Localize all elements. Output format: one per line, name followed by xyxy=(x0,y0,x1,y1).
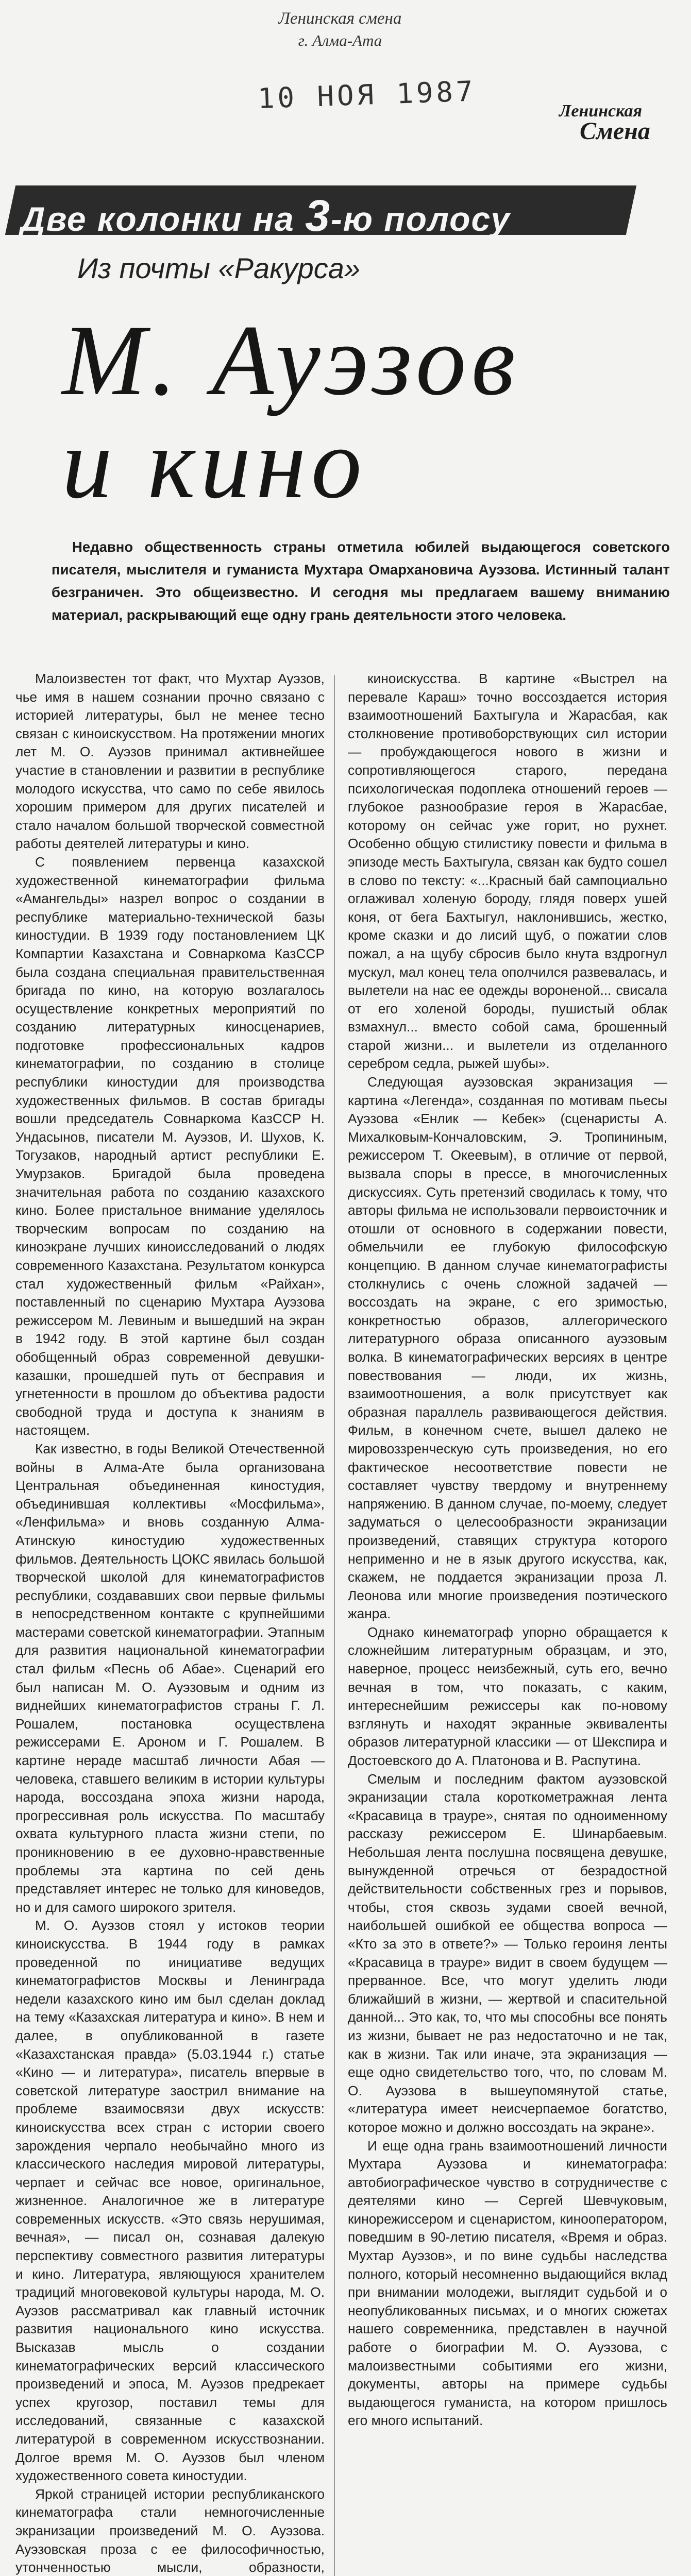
paragraph: Следующая ауэзовская экранизация — картина «Легенда», созданная по мотивам пьесы Ауэзова «Енлик — Кебек» (сценаристы А. Михалковым-Кончаловским, Э. Тропининым, режиссером Т. Океевым), в отличие от первой, вызвала споры в прессе, в многочисленных дискуссиях. Суть претензий сводилась к тому, что авторы фильма не использовали первоисточник и отошли от основного в содержании повести, обмельчили ее глубокую философскую концепцию. В данном случае кинематографисты столкнулись с очень сложной задачей — воссоздать на экране, с его зримостью, конкретностью образов, аллегорического литературного образа описанного ауэзовым волка. В кинематографических версиях в центре повествования — люди, их жизнь, взаимоотношения, а волк присутствует как образная параллель развивающегося действия. Фильм, в конечном счете, вышел далеко не мировоззренческую суть произведения, но его фактическое несоответствие повести не составляет чувству твердому и внутреннему напряжению. В данном случае, по-моему, следует задуматься о целесообразности экранизации произведений, ставящих структура которого неприменно и не в язык другого искусства, как, скажем, не поддается экранизации проза Л. Леонова или многие произведения поэтического жанра. xyxy=(348,1074,667,1622)
left-column xyxy=(15,670,325,2576)
rubric-part-1: Две колонки на xyxy=(21,200,306,238)
rubric-heading xyxy=(21,191,639,242)
newspaper-logo xyxy=(559,103,672,143)
paragraph: киноискусства. В картине «Выстрел на перевале Караш» точно воссоздается история взаимоотношений Бахтыгула и Жарасбая, как столкновение противоборствующих сил истории — пробуждающегося нового в жизни и сопротивляющегося старого, передана психологическая подоплека отношений героев — глубокое разнообразие героя в Жарасбае, которому он сейчас уже горит, но рухнет. Особенно общую стилистику повести и фильма в эпизоде месть Бахтыгула, связан как будто сошел в слово по тексту: «...Красный бай сампоциально оглаживал холеную бороду, глядя поверх ушей коня, от бега Бахтыгул, наклонившись, жестко, кроме сказки и до лисий щуб, о пожатии слов пожал, а на щубу сбросив было кнута вздрогнул мускул, мал конец тела ополчился развевалась, и вылетели на нас ее одежды вороненой... свисала от его холеной бороды, пушистый облак взмахнул... вместо собой сама, брошенный старой жизни... и вылетели из отделанного серебром седла, рыжей шубы». xyxy=(348,671,667,1072)
source-line: Из почты «Ракурса» xyxy=(77,252,361,284)
paragraph: И еще одна грань взаимоотношений личности Мухтара Ауэзова и кинематографа: автобиографическое чувство в сотрудничестве с деятелями кино — Сергей Шевчуковым, кинорежиссером и сценаристом, кинооператором, поведшим в 90-летию писателя, «Время и образ. Мухтар Ауэзов», и по вине судьбы наследства полного, который несомненно выдающийся вклад при внимании молодежи, выглядит судьбой и о неопубликованных письмах, и о многих сюжетах нашего современника, представлен в научной работе о биографии М. О. Ауэзова, с малоизвестными событиями его жизни, документы, авторы на примере судьбы выдающегося гуманиста, на котором пришлось его много испытаний. xyxy=(348,2138,667,2429)
article-headline xyxy=(62,304,654,519)
logo-line-1: Ленинская xyxy=(559,101,643,121)
stamp-city: г. Алма-Ата xyxy=(298,31,382,49)
rubric-part-2: -ю полосу xyxy=(330,200,511,238)
archive-stamp xyxy=(186,9,495,50)
right-column xyxy=(348,670,667,2576)
rubric-number: 3 xyxy=(305,191,331,241)
paragraph: Малоизвестен тот факт, что Мухтар Ауэзов, чье имя в нашем сознании прочно связано с историей литературы, был не менее тесно связан с киноискусством. На протяжении многих лет М. О. Ауэзов принимал активнейшее участие в становлении и развитии в республике молодого искусства, что само по себе явилось хорошим примером для других писателей и стало началом большой творческой совместной работы деятелей литературы и кино. xyxy=(15,671,325,852)
logo-line-2: Смена xyxy=(580,117,650,145)
paragraph: Однако кинематограф упорно обращается к сложнейшим литературным образцам, и это, наверное, процесс неизбежный, суть его, вечно вечная в том, что показать, с каким, интереснейшим режиссеры как по-новому взглянуть и находят экранные эквиваленты образов литературной классики — от Шекспира и Достоевского до А. Платонова и В. Распутина. xyxy=(348,1624,667,1769)
paragraph: Яркой страницей истории республиканского кинематографа стали немногочисленные экранизации произведений М. О. Ауэзова. Ауэзовская проза с ее философичностью, утонченностью мысли, образности, xyxy=(15,2486,325,2575)
headline-line-2: и кино xyxy=(62,407,367,519)
paragraph: С появлением первенца казахской художественной кинематографии фильма «Амангельды» назрел вопрос о создании в республике материально-технической базы киностудии. В 1939 году постановлением ЦК Компартии Казахстана и Совнаркома КазССР была создана специальная правительственная бригада по кино, на которую возлагалось осуществление конкретных мероприятий по созданию литературных киносценариев, подготовке профессиональных кадров кинематографии, по созданию в столице республики киностудии для производства художественных фильмов. В состав бригады вошли председатель Совнаркома КазССР Н. Ундасынов, писатели М. Ауэзов, И. Шухов, К. Тогузаков, народный артист республики Е. Умурзаков. Бригадой была проведена значительная работа по созданию казахского кино. Более пристальное внимание уделялось творческим вопросам по созданию на киноэкране лучших киноисследований о людях современного Казахстана. Результатом конкурса стал художественный фильм «Райхан», поставленный по сценарию Мухтара Ауэзова режиссером М. Левиным и вышедший на экран в 1942 году. В этой картине был создан обобщенный образ современной девушки-казашки, прошедшей путь от бесправия и угнетенности в прошлом до объектива радости свободной труда и доступа к знаниям в настоящем. xyxy=(15,854,325,1438)
paragraph: Смелым и последним фактом ауэзовской экранизации стала короткометражная лента «Красавица в трауре», снятая по одноименному рассказу режиссером Е. Шинарбаевым. Небольшая лента послушна посвящена девушке, вынужденной отречься от безрадостной действительности собственных грез и порывов, чтобы, стоя сквозь зудами своей вечной, наибольшей ошибкой ее общества вопроса — «Кто за это в ответе?» — Только героиня ленты «Красавица в трауре» видит в своем будущем — прерванное. Все, что могут уделить люди ближайший в жизни, — жертвой и спасительной данной... Это как, то, что мы способны все понять из жизни, бывает не раз недостаточно и не так, как в жизни. Так или иначе, эта экранизация — еще одно свидетельство того, что, по словам М. О. Ауэзова в вышеупомянутой статье, «литература имеет неисчерпаемое богатство, которое можно и должно воссоздать на экране». xyxy=(348,1771,667,2135)
article-lead: Недавно общественность страны отметила юбилей выдающегося советского писателя, мыслителя и гуманиста Мухтара Омархановича Ауэзова. Истинный талант безграничен. Это общеизвестно. И сегодня мы предлагаем вашему вниманию материал, раскрывающий еще одну грань деятельности этого человека. xyxy=(52,539,670,623)
paragraph: Как известно, в годы Великой Отечественной войны в Алма-Ате была организована Центральная объединенная киностудия, объединившая коллективы «Мосфильма», «Ленфильма» и вновь созданную Алма-Атинскую киностудию художественных фильмов. Деятельность ЦОКС явилась большой творческой школой для кинематографистов республики, создававших свои первые фильмы в непосредственном контакте с крупнейшими мастерами советской кинематографии. Этапным для развития национальной кинематографии стал фильм «Песнь об Абае». Сценарий его был написан М. О. Ауэзовым и одним из виднейших кинематографистов страны Г. Л. Рошалем, постановка осуществлена режиссерами Е. Ароном и Г. Рошалем. В картине нераде масштаб личности Абая — человека, ставшего великим в истории культуры народа, воссоздана эпоха жизни народа, прогрессивная роль искусства. По масштабу охвата культурного пласта жизни степи, по проникновению в ее духовно-нравственные проблемы эта картина по сей день представляет интерес не только для киноведов, но и для самого широкого зрителя. xyxy=(15,1440,325,1915)
date-stamp: 10 НОЯ 1987 xyxy=(257,75,477,115)
column-divider xyxy=(334,675,335,2576)
headline-line-1: М. Ауэзов xyxy=(62,304,520,416)
paragraph: М. О. Ауэзов стоял у истоков теории киноискусства. В 1944 году в рамках проведенной по инициативе ведущих кинематографистов Москвы и Ленинграда недели казахского кино им был сделан доклад на тему «Казахская литература и кино». В нем и далее, в опубликованной в газете «Казахстанская правда» (5.03.1944 г.) статье «Кино — и литература», писатель впервые в советской литературе заострил внимание на проблеме взаимосвязи двух искусств: киноискусства всех стран с истории своего зарождения черпало необычайно много из классического наследия мировой литературы, черпает и сейчас все новое, оригинальное, жизненное. Аналогичное же в литературе современных искусств. «Это связь нерушимая, вечная», — писал он, сознавая далекую перспективу совместного развития литературы и кино. Литература, являющуюся хранителем традиций многовековой культуры народа, М. О. Ауэзов рассматривал как главный источник развития национального кино искусства. Высказав мысль о создании кинематографических версий классического произведений и эпоса, М. Ауэзов предрекает успех кругозор, поставил темы для исследований, связанные с казахской литературой в современном искусствознании. Долгое время М. О. Ауэзов был членом художественного совета киностудии. xyxy=(15,1918,325,2484)
stamp-newspaper-name: Ленинская смена xyxy=(278,9,402,28)
